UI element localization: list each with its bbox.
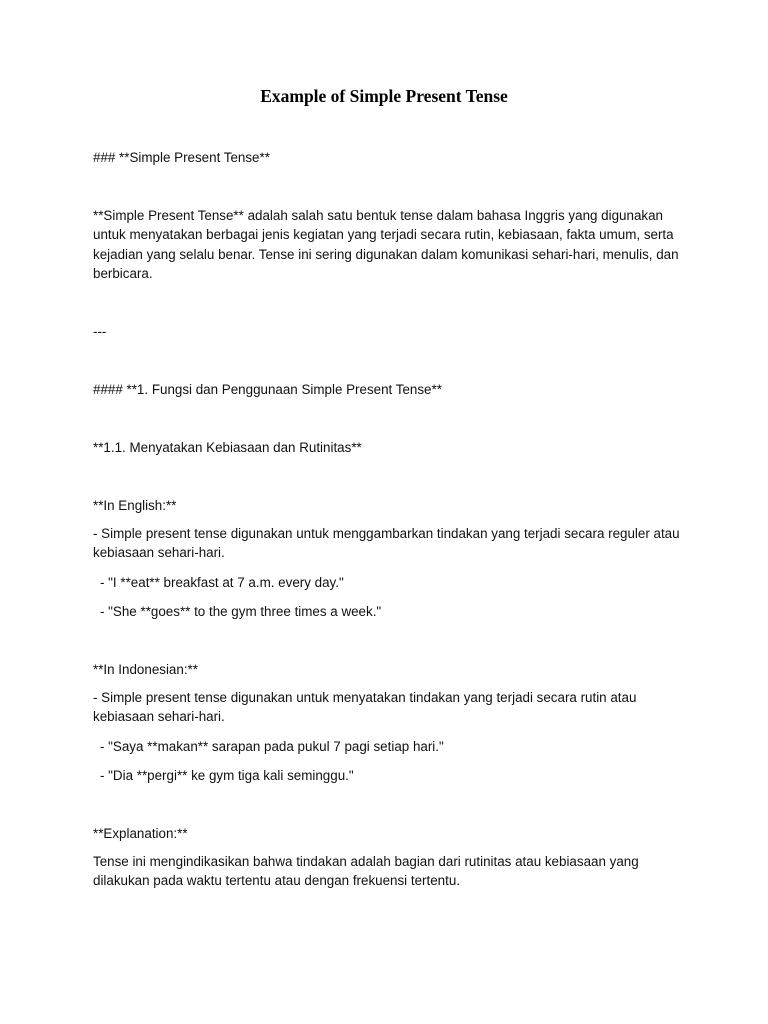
- english-example-2: - "She **goes** to the gym three times a week.": [100, 604, 382, 619]
- document-title: Example of Simple Present Tense: [260, 86, 508, 106]
- english-description: - Simple present tense digunakan untuk menggambarkan tindakan yang terjadi secara reguler atau kebiasaan sehari-hari.: [93, 526, 680, 561]
- english-example-1: - "I **eat** breakfast at 7 a.m. every day.": [100, 575, 344, 590]
- intro-paragraph: **Simple Present Tense** adalah salah satu bentuk tense dalam bahasa Inggris yang digunakan untuk menyatakan berbagai jenis kegiatan yang terjadi secara rutin, kebiasaan, fakta umum, serta kejadian yang selalu benar. Tense ini sering digunakan dalam komunikasi sehari-hari, menulis, dan berbicara.: [93, 208, 679, 281]
- indonesian-label: **In Indonesian:**: [93, 662, 198, 677]
- explanation-label: **Explanation:**: [93, 826, 188, 841]
- separator: ---: [93, 324, 107, 339]
- indonesian-example-1: - "Saya **makan** sarapan pada pukul 7 pagi setiap hari.": [100, 739, 444, 754]
- english-label: **In English:**: [93, 498, 177, 513]
- explanation-text: Tense ini mengindikasikan bahwa tindakan adalah bagian dari rutinitas atau kebiasaan yang dilakukan pada waktu tertentu atau dengan frekuensi tertentu.: [93, 854, 639, 889]
- indonesian-example-2: - "Dia **pergi** ke gym tiga kali seminggu.": [100, 768, 354, 783]
- subsection-heading: **1.1. Menyatakan Kebiasaan dan Rutinitas**: [93, 440, 362, 455]
- indonesian-description: - Simple present tense digunakan untuk menyatakan tindakan yang terjadi secara rutin atau kebiasaan sehari-hari.: [93, 690, 637, 725]
- main-heading: ### **Simple Present Tense**: [93, 150, 270, 165]
- section-heading: #### **1. Fungsi dan Penggunaan Simple Present Tense**: [93, 382, 442, 397]
